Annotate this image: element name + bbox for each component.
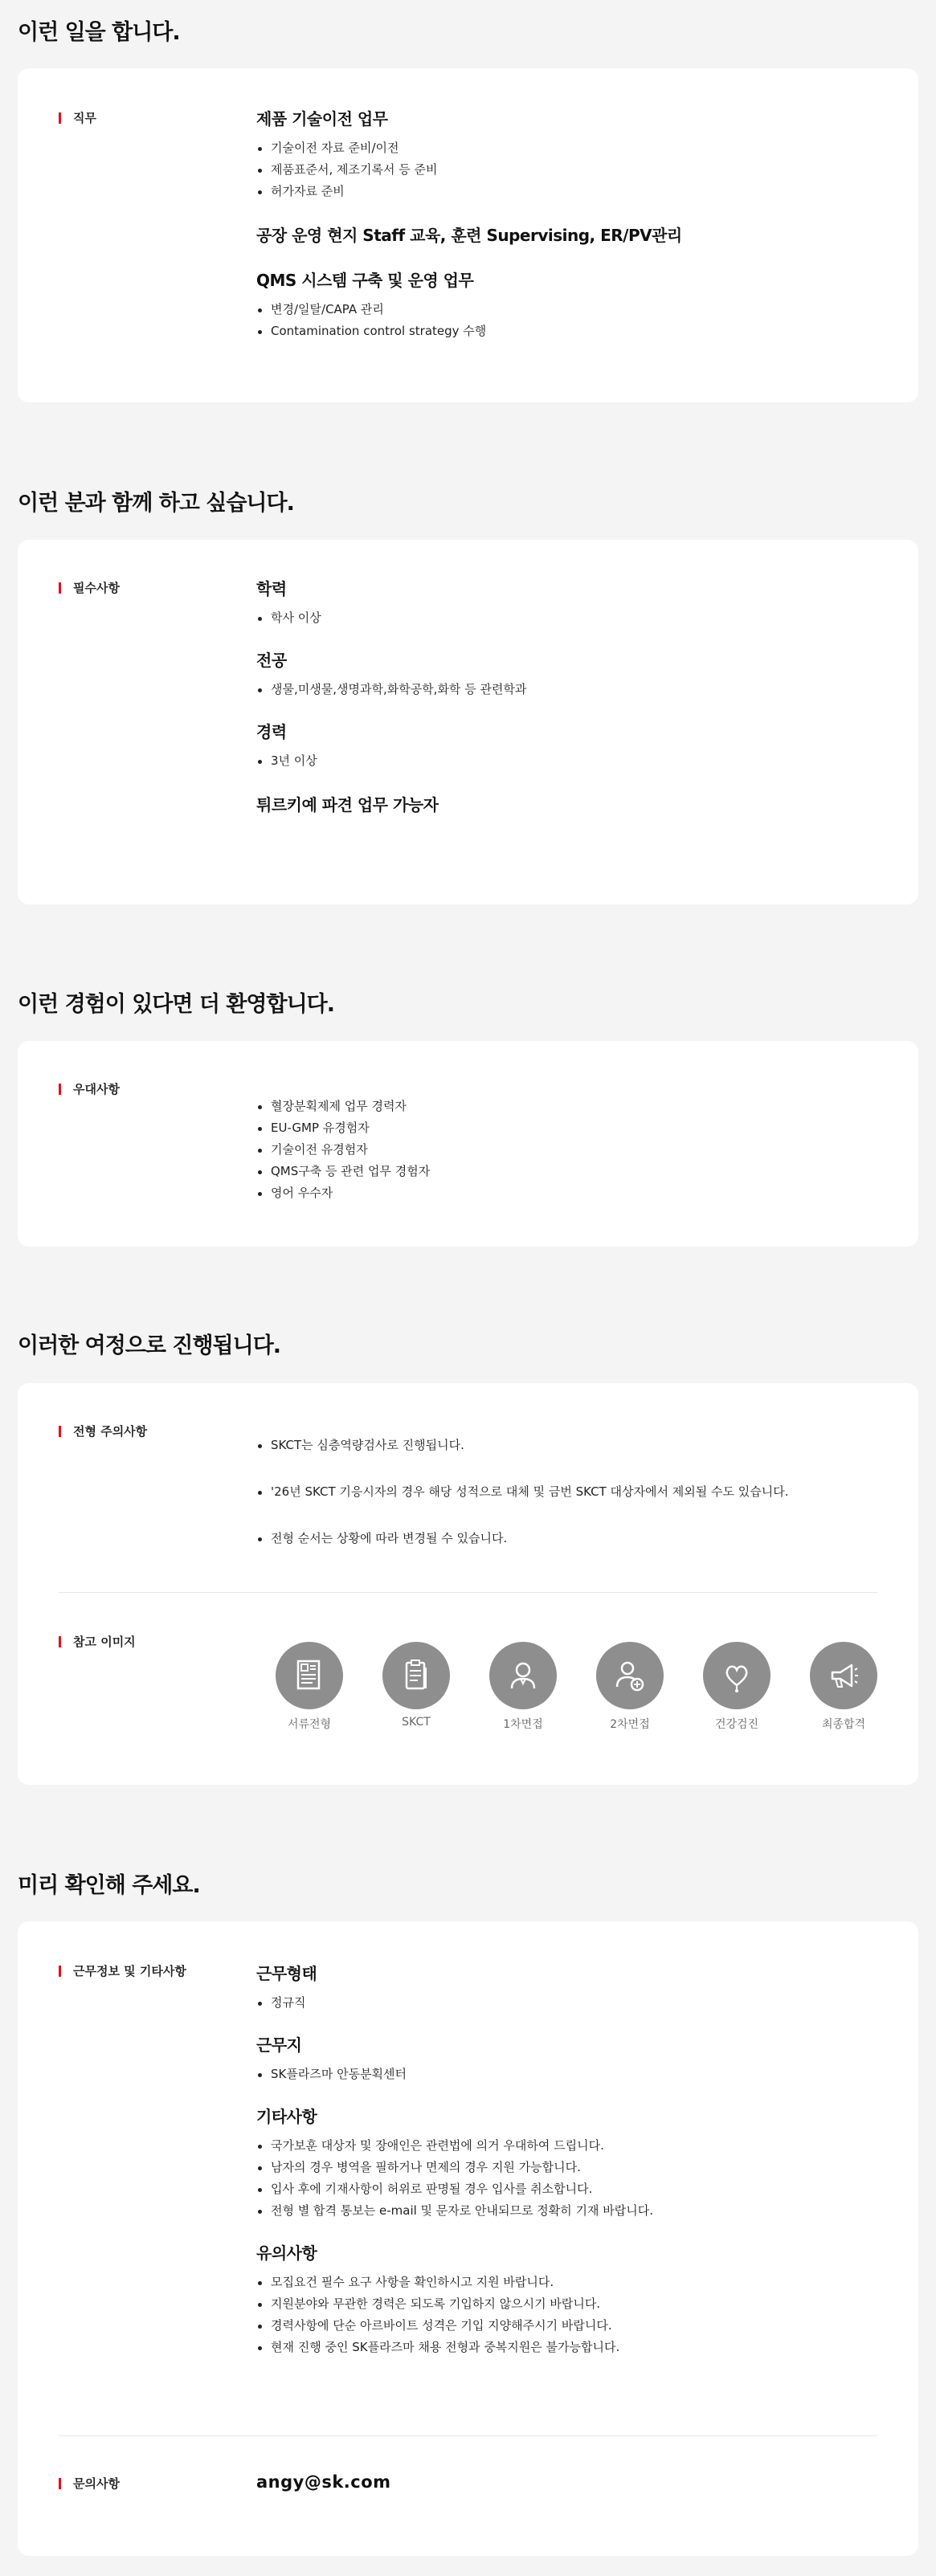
megaphone-icon (810, 1642, 877, 1709)
step-second-interview (582, 1642, 678, 1732)
step-document-screening (261, 1642, 358, 1732)
interviewer-icon (489, 1642, 557, 1709)
step-skct (368, 1642, 464, 1729)
preferred-card (18, 1041, 918, 1247)
group-heading: 근무지 (256, 2035, 302, 2055)
group-heading: 전공 (256, 651, 287, 670)
step-label: 건강검진 (714, 1718, 759, 1731)
list-item: 지원분야와 무관한 경력은 되도록 기입하지 않으시기 바랍니다. (256, 2293, 891, 2315)
contact-label: 문의사항 (59, 2476, 120, 2492)
list-item: Contamination control strategy 수행 (256, 320, 891, 342)
list-item: SK플라즈마 안동분획센터 (256, 2064, 891, 2085)
list-item: 허가자료 준비 (256, 181, 891, 202)
section-title-preferred: 이런 경험이 있다면 더 환영합니다. (18, 992, 335, 1017)
job-label: 직무 (59, 110, 96, 126)
process-steps (261, 1642, 896, 1730)
step-label: SKCT (402, 1716, 431, 1729)
step-health-check (689, 1642, 785, 1732)
list-item: SKCT는 심층역량검사로 진행됩니다. (256, 1435, 891, 1456)
section-title-requirements: 이런 분과 함께 하고 싶습니다. (18, 491, 294, 516)
list-item: '26년 SKCT 기응시자의 경우 해당 성적으로 대체 및 금번 SKCT 대상자에서 제외될 수도 있습니다. (256, 1481, 891, 1503)
list-item: 영어 우수자 (256, 1182, 891, 1204)
step-label: 2차면접 (610, 1718, 650, 1731)
step-final-pass (795, 1642, 892, 1732)
section-title-notice: 미리 확인해 주세요. (18, 1873, 200, 1898)
test-sheet-icon (382, 1642, 450, 1709)
group-heading: 경력 (256, 722, 287, 741)
requirements-card (18, 540, 918, 904)
list-item: 생물,미생물,생명과학,화학공학,화학 등 관련학과 (256, 679, 891, 700)
work-info-label: 근무정보 및 기타사항 (59, 1963, 186, 1979)
stethoscope-heart-icon (703, 1642, 770, 1709)
group-heading: 유의사항 (256, 2243, 317, 2263)
list-item: 제품표준서, 제조기록서 등 준비 (256, 159, 891, 181)
group-heading: 근무형태 (256, 1964, 317, 1983)
requirements-label: 필수사항 (59, 580, 120, 596)
step-label: 최종합격 (821, 1718, 866, 1731)
list-item: 기술이전 유경험자 (256, 1139, 891, 1161)
list-item: 남자의 경우 병역을 필하거나 면제의 경우 지원 가능합니다. (256, 2157, 891, 2178)
section-title-job: 이런 일을 합니다. (18, 20, 180, 45)
group-heading: 기타사항 (256, 2107, 317, 2126)
list-item: QMS구축 등 관련 업무 경험자 (256, 1161, 891, 1182)
document-icon (276, 1642, 343, 1709)
list-item: 변경/일탈/CAPA 관리 (256, 299, 891, 320)
group-heading: 학력 (256, 579, 287, 598)
notes-label: 전형 주의사항 (59, 1423, 147, 1439)
group-heading: 제품 기술이전 업무 (256, 109, 388, 129)
list-item: 모집요건 필수 요구 사항을 확인하시고 지원 바랍니다. (256, 2272, 891, 2293)
list-item: EU-GMP 유경험자 (256, 1117, 891, 1139)
list-item: 정규직 (256, 1992, 891, 2014)
list-item: 혈장분획제제 업무 경력자 (256, 1096, 891, 1117)
step-label: 서류전형 (287, 1718, 332, 1731)
process-card (18, 1383, 918, 1785)
list-item: 전형 별 합격 통보는 e-mail 및 문자로 안내되므로 정확히 기재 바랍니다. (256, 2200, 891, 2222)
divider (59, 1592, 877, 1593)
list-item: 국가보훈 대상자 및 장애인은 관련법에 의거 우대하여 드립니다. (256, 2135, 891, 2157)
reference-image-label: 참고 이미지 (59, 1634, 136, 1650)
notice-card (18, 1921, 918, 2556)
divider (59, 2435, 877, 2436)
list-item: 전형 순서는 상황에 따라 변경될 수 있습니다. (256, 1528, 891, 1549)
interviewer-plus-icon (596, 1642, 664, 1709)
preferred-label: 우대사항 (59, 1081, 120, 1097)
group-heading: QMS 시스템 구축 및 운영 업무 (256, 271, 474, 290)
group-heading: 튀르키예 파견 업무 가능자 (256, 795, 439, 814)
contact-email-link[interactable]: angy@sk.com (256, 2472, 391, 2492)
job-card (18, 68, 918, 402)
list-item: 경력사항에 단순 아르바이트 성격은 기입 지양해주시기 바랍니다. (256, 2315, 891, 2337)
step-first-interview (475, 1642, 571, 1732)
group-heading: 공장 운영 현지 Staff 교육, 훈련 Supervising, ER/PV관리 (256, 226, 682, 245)
list-item: 기술이전 자료 준비/이전 (256, 137, 891, 159)
list-item: 입사 후에 기재사항이 허위로 판명될 경우 입사를 취소합니다. (256, 2178, 891, 2200)
section-title-process: 이러한 여정으로 진행됩니다. (18, 1333, 281, 1358)
list-item: 현재 진행 중인 SK플라즈마 채용 전형과 중복지원은 불가능합니다. (256, 2337, 891, 2358)
step-label: 1차면접 (503, 1718, 543, 1731)
list-item: 3년 이상 (256, 750, 891, 772)
list-item: 학사 이상 (256, 607, 891, 629)
